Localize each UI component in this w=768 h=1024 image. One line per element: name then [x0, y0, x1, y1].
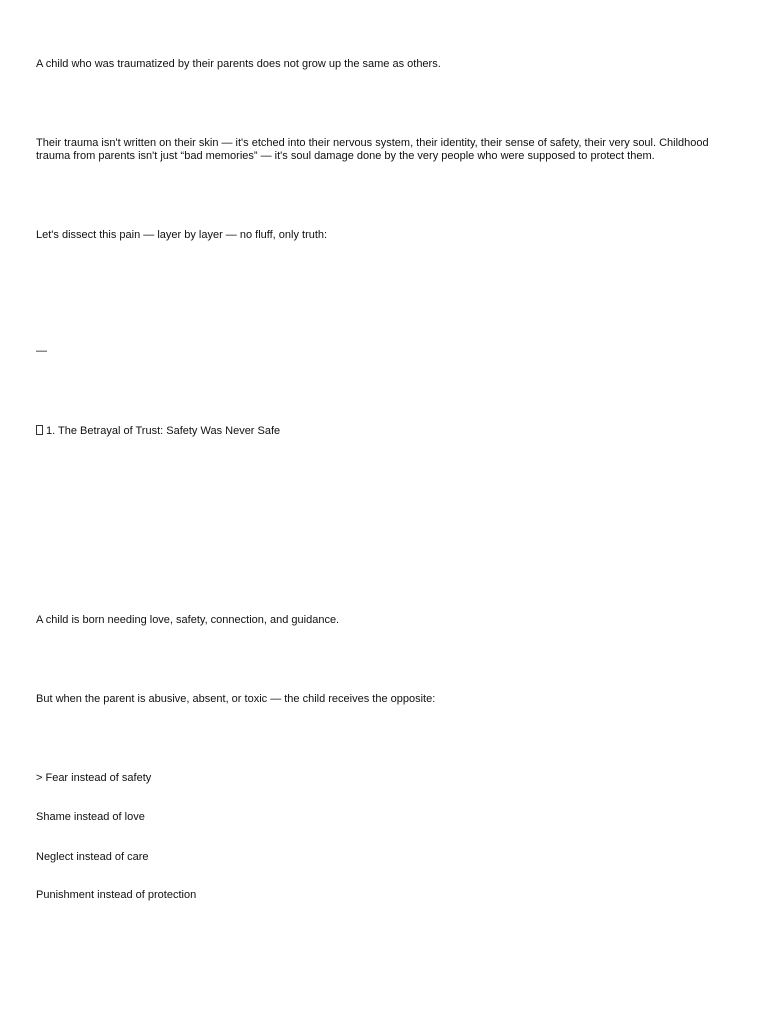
missing-glyph-icon — [36, 425, 43, 435]
opposite-item-punishment: Punishment instead of protection — [36, 889, 197, 901]
opposite-item-neglect: Neglect instead of care — [36, 851, 149, 863]
trauma-paragraph: Their trauma isn't written on their skin — it's etched into their nervous system, their identity, their sense of safety, their very soul. Childhood trauma from parents isn't just “bad memories” — it's soul damage done by the very people who were supposed to protect them. — [36, 137, 709, 162]
opposite-item-fear: > Fear instead of safety — [36, 772, 152, 784]
section-divider: — — [36, 345, 47, 357]
opposite-item-shame: Shame instead of love — [36, 811, 145, 823]
intro-paragraph: A child who was traumatized by their parents does not grow up the same as others. — [36, 58, 441, 70]
section-heading-text: 1. The Betrayal of Trust: Safety Was Never Safe — [46, 425, 281, 437]
born-needing-paragraph: A child is born needing love, safety, connection, and guidance. — [36, 614, 340, 626]
opposite-paragraph: But when the parent is abusive, absent, or toxic — the child receives the opposite: — [36, 693, 436, 705]
section-heading — [36, 425, 726, 438]
dissect-paragraph: Let's dissect this pain — layer by layer — no fluff, only truth: — [36, 229, 328, 241]
